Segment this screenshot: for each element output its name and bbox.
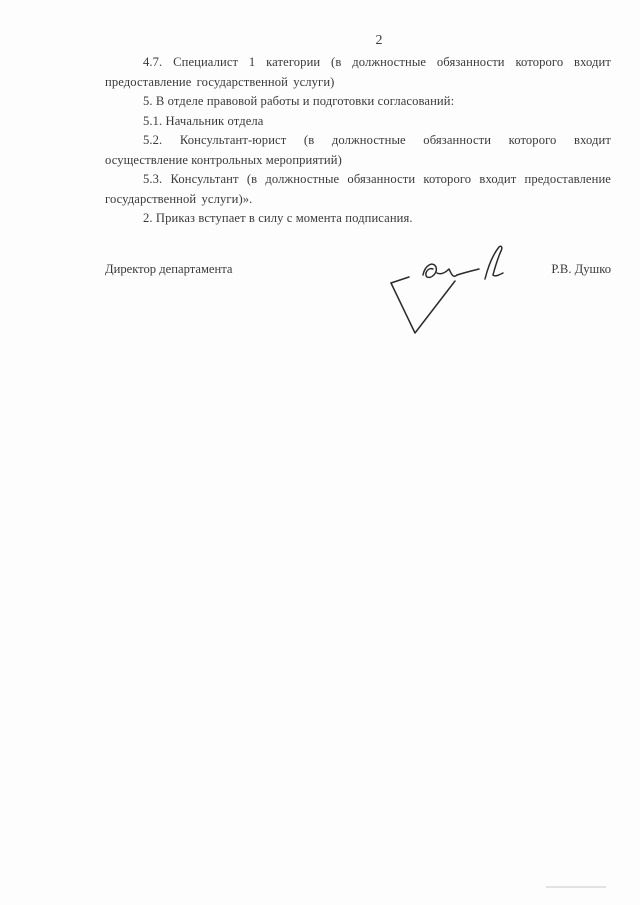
paragraph-5-2: 5.2. Консультант-юрист (в должностные обязанности которого входит осуществление контрольных мероприятий) xyxy=(105,133,611,167)
paragraph-2: 2. Приказ вступает в силу с момента подписания. xyxy=(143,211,413,225)
paragraph-5: 5. В отделе правовой работы и подготовки согласований: xyxy=(143,94,455,108)
scan-edge-mark xyxy=(546,886,606,888)
paragraph-5-1: 5.1. Начальник отдела xyxy=(143,113,264,128)
signatory-name: Р.В. Душко xyxy=(551,262,611,276)
paragraph-4-7: 4.7. Специалист 1 категории (в должностные обязанности которого входит предоставление государственной услуги) xyxy=(105,55,611,89)
handwritten-signature-icon xyxy=(383,237,523,337)
document-body xyxy=(105,53,611,229)
paragraph-5-3: 5.3. Консультант (в должностные обязанности которого входит предоставление государственной услуги)». xyxy=(105,172,611,206)
signature-row xyxy=(105,262,611,282)
signatory-title: Директор департамента xyxy=(105,262,233,276)
page-number: 2 xyxy=(375,33,383,48)
